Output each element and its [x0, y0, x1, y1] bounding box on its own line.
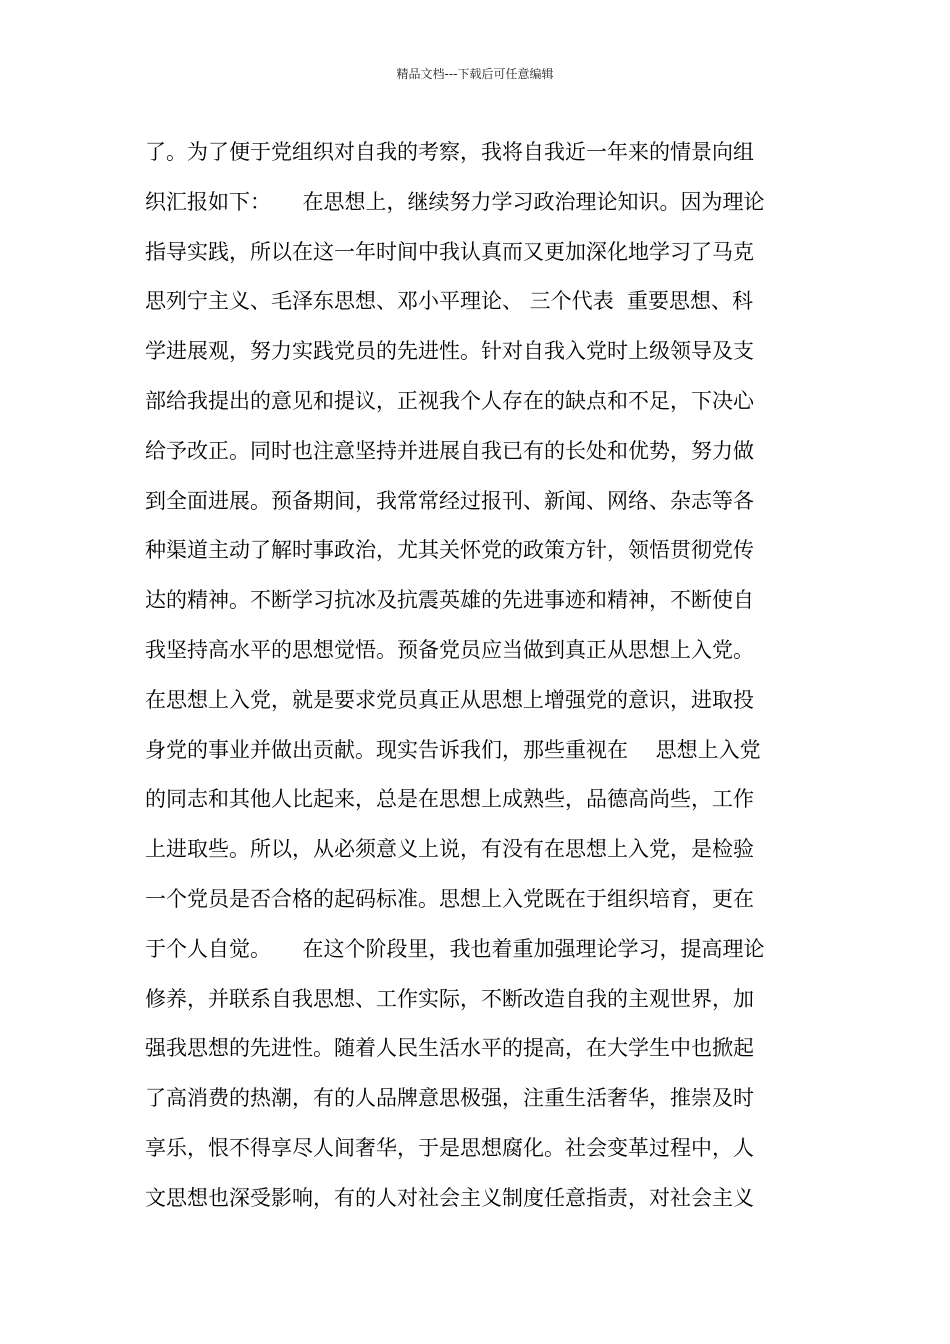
body-line: 织汇报如下： 在思想上，继续努力学习政治理论知识。因为理论 [145, 189, 765, 214]
document-body [145, 128, 815, 1224]
body-line: 了高消费的热潮，有的人品牌意思极强，注重生活奢华，推崇及时 [145, 1086, 754, 1111]
body-line: 在思想上入党，就是要求党员真正从思想上增强党的意识，进取投 [145, 687, 754, 712]
body-line: 身党的事业并做出贡献。现实告诉我们，那些重视在 思想上入党 [145, 737, 761, 762]
body-line: 我坚持高水平的思想觉悟。预备党员应当做到真正从思想上入党。 [145, 637, 754, 662]
body-line: 达的精神。不断学习抗冰及抗震英雄的先进事迹和精神，不断使自 [145, 588, 754, 613]
body-line: 部给我提出的意见和提议，正视我个人存在的缺点和不足，下决心 [145, 388, 754, 413]
page-header: 精品文档---下载后可任意编辑 [396, 67, 554, 81]
body-line: 指导实践，所以在这一年时间中我认真而又更加深化地学习了马克 [145, 239, 754, 264]
body-line: 的同志和其他人比起来，总是在思想上成熟些，品德高尚些，工作 [145, 787, 754, 812]
body-line: 上进取些。所以，从必须意义上说，有没有在思想上入党，是检验 [145, 837, 754, 862]
body-line: 文思想也深受影响，有的人对社会主义制度任意指责，对社会主义 [145, 1185, 754, 1210]
body-line: 一个党员是否合格的起码标准。思想上入党既在于组织培育，更在 [145, 886, 754, 911]
body-line: 到全面进展。预备期间，我常常经过报刊、新闻、网络、杂志等各 [145, 488, 754, 513]
body-line: 强我思想的先进性。随着人民生活水平的提高，在大学生中也掀起 [145, 1036, 754, 1061]
body-line: 于个人自觉。 在这个阶段里，我也着重加强理论学习，提高理论 [145, 936, 765, 961]
body-line: 享乐，恨不得享尽人间奢华，于是思想腐化。社会变革过程中，人 [145, 1135, 754, 1160]
body-line: 学进展观，努力实践党员的先进性。针对自我入党时上级领导及支 [145, 339, 754, 364]
body-line: 种渠道主动了解时事政治，尤其关怀党的政策方针，领悟贯彻党传 [145, 538, 754, 563]
body-line: 了。为了便于党组织对自我的考察，我将自我近一年来的情景向组 [145, 140, 754, 164]
body-line: 给予改正。同时也注意坚持并进展自我已有的长处和优势，努力做 [145, 438, 754, 463]
body-line: 思列宁主义、毛泽东思想、邓小平理论、 三个代表 重要思想、科 [145, 289, 754, 314]
body-line: 修养，并联系自我思想、工作实际，不断改造自我的主观世界，加 [145, 986, 754, 1011]
